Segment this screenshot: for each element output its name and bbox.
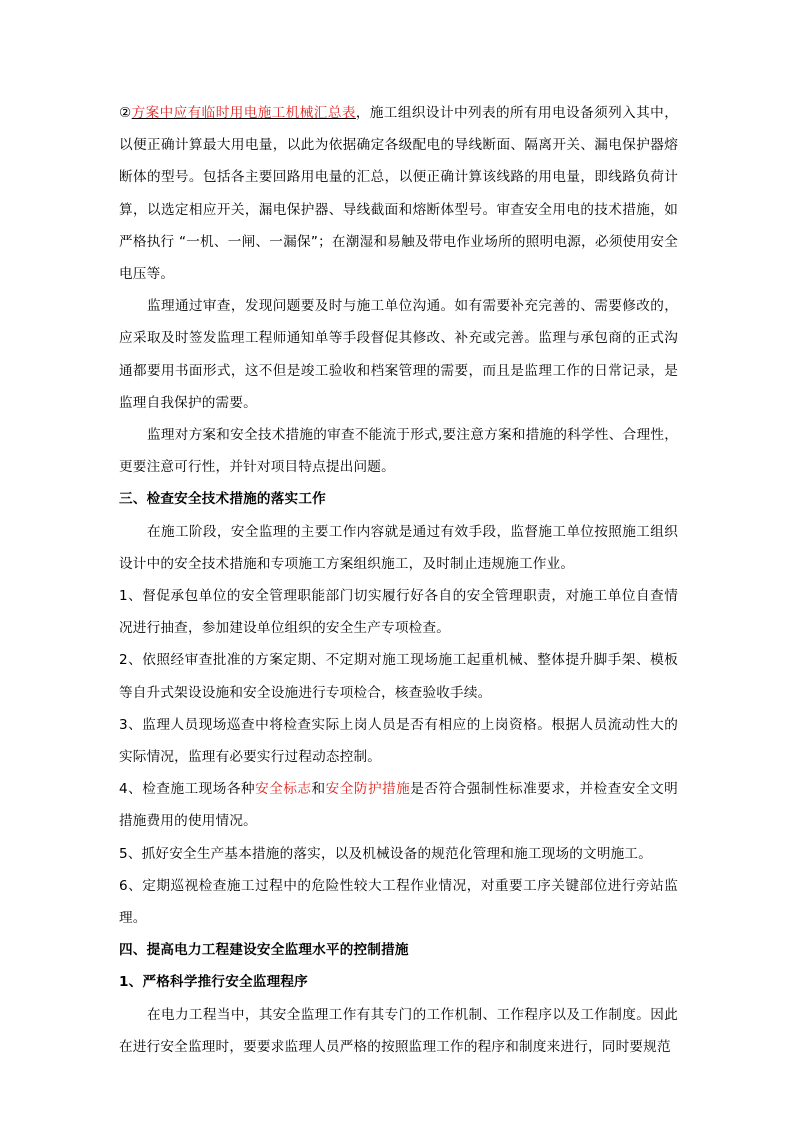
list-item-2 [119, 644, 678, 708]
highlighted-text-safety-signs: 安全标志 [255, 781, 312, 798]
paragraph-5 [119, 516, 678, 580]
list-item-1-text: 1、督促承包单位的安全管理职能部门切实履行好各自的安全管理职责，对施工单位自查情况进行抽查，参加建设单位组织的安全生产专项检查。 [119, 588, 678, 637]
paragraph-2-text: 监理通过审查，发现问题要及时与施工单位沟通。如有需要补充完善的、需要修改的，应采取及时签发监理工程师通知单等手段督促其修改、补充或完善。监理与承包商的正式沟通都要用书面形式，这不但是竣工验收和档案管理的需要，而且是监理工作的日常记录，是监理自我保护的需要。 [119, 298, 678, 411]
paragraph-14-text: 在电力工程当中，其安全监理工作有其专门的工作机制、工作程序以及工作制度。因此在进行安全监理时，要要求监理人员严格的按照监理工作的程序和制度来进行，同时要规范 [119, 1006, 678, 1055]
list-item-4 [119, 773, 678, 837]
list-item-2-text: 2、依照经审查批准的方案定期、不定期对施工现场施工起重机械、整体提升脚手架、模板等自升式架设设施和安全设施进行专项检合，核查验收手续。 [119, 652, 678, 701]
list-item-5-text: 5、抓好安全生产基本措施的落实，以及机械设备的规范化管理和施工现场的文明施工。 [119, 845, 653, 862]
paragraph-3-text: 监理对方案和安全技术措施的审查不能流于形式,要注意方案和措施的科学性、合理性，更要注意可行性，并针对项目特点提出问题。 [119, 427, 678, 476]
list-item-3 [119, 709, 678, 773]
highlighted-text-temporary-power-table: 方案中应有临时用电施工机械汇总表 [131, 105, 356, 121]
paragraph-1-part-3: ，施工组织设计中列表的所有用电设备须列入其中，以便正确计算最大用电量，以此为依据确定各级配电的导线断面、隔离开关、漏电保护器熔断体的型号。包括各主要回路用电量的汇总，以便正确计算该线路的用电量，即线路负荷计算，以选定相应开关，漏电保护器、导线截面和熔断体型号。审查安全用电的技术措施，如严格执行 “一机、一闸、一漏保”；在潮湿和易触及带电作业场所的照明电源，必须使用安全电压等。 [119, 105, 678, 283]
paragraph-5-text: 在施工阶段，安全监理的主要工作内容就是通过有效手段，监督施工单位按照施工组织设计中的安全技术措施和专项施工方案组织施工，及时制止违规施工作业。 [119, 523, 678, 572]
section-heading-4 [119, 934, 678, 966]
subsection-heading-1-text: 1、严格科学推行安全监理程序 [119, 974, 308, 991]
list-item-4-part-5: 是否符合强制性标准要求，并检查安全文明措施费用的使用情况。 [119, 781, 678, 830]
highlighted-text-safety-protection: 安全防护措施 [325, 781, 411, 798]
paragraph-14 [119, 999, 678, 1063]
section-heading-4-text: 四、提高电力工程建设安全监理水平的控制措施 [119, 942, 409, 959]
list-item-1 [119, 580, 678, 644]
list-item-4-part-3: 和 [311, 781, 326, 798]
list-item-4-part-1: 4、检查施工现场各种 [119, 781, 256, 798]
section-heading-3 [119, 483, 678, 515]
list-item-6-text: 6、定期巡视检查施工过程中的危险性较大工程作业情况，对重要工序关键部位进行旁站监理。 [119, 877, 678, 927]
list-item-6 [119, 870, 678, 934]
paragraph-1-part-1: ② [119, 105, 132, 121]
paragraph-2 [119, 290, 678, 419]
list-item-5 [119, 838, 678, 870]
subsection-heading-1 [119, 966, 678, 998]
section-heading-3-text: 三、检查安全技术措施的落实工作 [119, 491, 326, 508]
paragraph-3 [119, 419, 678, 483]
list-item-3-text: 3、监理人员现场巡查中将检查实际上岗人员是否有相应的上岗资格。根据人员流动性大的实际情况，监理有必要实行过程动态控制。 [119, 716, 678, 766]
paragraph-1 [119, 97, 678, 290]
